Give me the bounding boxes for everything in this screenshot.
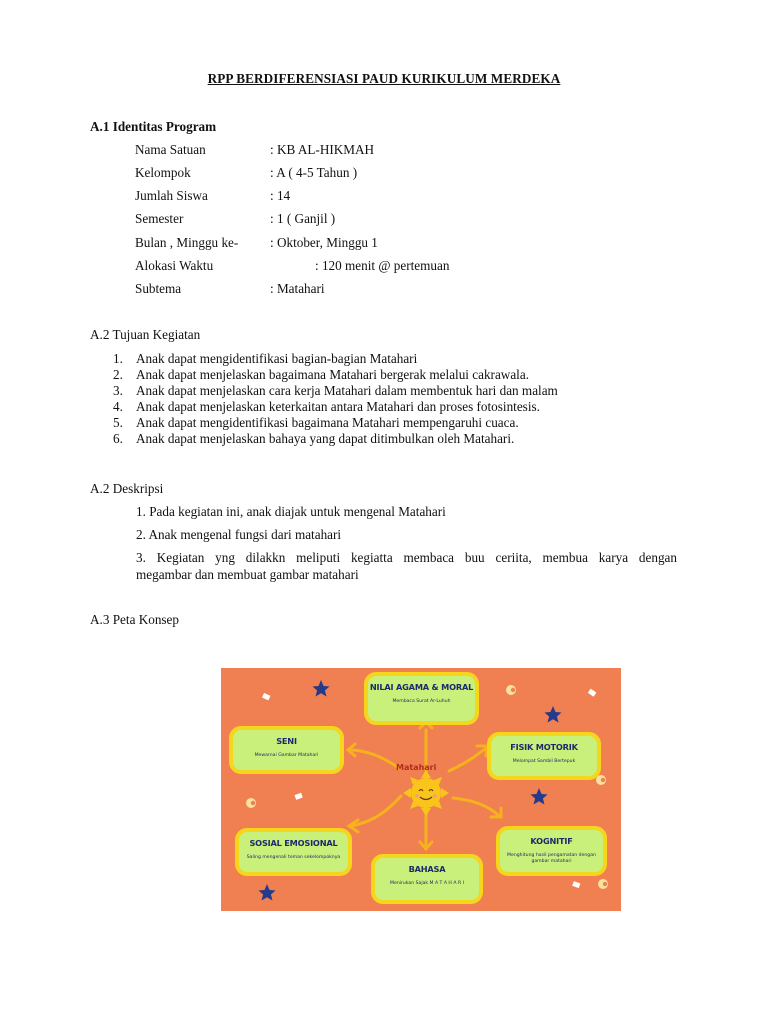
star-icon — [545, 706, 562, 723]
concept-node-kognitif — [496, 826, 607, 876]
confetti-icon — [294, 793, 302, 800]
sun-icon — [403, 770, 449, 816]
identity-value: : A ( 4-5 Tahun ) — [270, 165, 358, 180]
arrow-to-fisik — [449, 748, 486, 771]
goal-number: 6. — [113, 431, 123, 446]
concept-node-bahasa — [371, 854, 483, 904]
description-item: 3. Kegiatan yng dilakkn meliputi kegiatta membaca buu ceriita, membua karya dengan — [136, 550, 677, 565]
confetti-icon — [572, 881, 580, 888]
description-item: 2. Anak mengenal fungsi dari matahari — [136, 527, 342, 542]
arrow-to-kognitif — [453, 798, 499, 816]
concept-node-seni — [229, 726, 344, 774]
concept-map-image — [221, 668, 621, 911]
star-icon — [313, 680, 330, 697]
node-title: NILAI AGAMA & MORAL — [369, 682, 474, 692]
node-subtitle: Mewarnai Gambar Matahari — [254, 753, 319, 758]
goal-text: Anak dapat menjelaskan cara kerja Matahari dalam membentuk hari dan malam — [136, 383, 558, 398]
concept-node-sosial-emosional — [235, 828, 352, 876]
identity-value: : 14 — [270, 188, 291, 203]
goal-text: Anak dapat mengidentifikasi bagian-bagian Matahari — [136, 351, 418, 366]
arrow-to-seni — [349, 750, 399, 768]
section-heading-tujuan: A.2 Tujuan Kegiatan — [90, 327, 201, 342]
identity-label: Jumlah Siswa — [135, 188, 208, 203]
goal-text: Anak dapat menjelaskan bagaimana Matahari bergerak melalui cakrawala. — [136, 367, 529, 382]
node-subtitle: Saling mengenali teman sekelompoknya — [246, 855, 341, 860]
goal-number: 2. — [113, 367, 123, 382]
concept-node-fisik — [487, 732, 601, 780]
section-heading-deskripsi: A.2 Deskripsi — [90, 481, 164, 496]
node-title: SENI — [276, 736, 297, 746]
document-title: RPP BERDIFERENSIASI PAUD KURIKULUM MERDEKA — [207, 71, 561, 86]
goal-number: 1. — [113, 351, 123, 366]
identity-label: Nama Satuan — [135, 142, 206, 157]
goal-text: Anak dapat menjelaskan keterkaitan antara Matahari dan proses fotosintesis. — [136, 399, 540, 414]
arrow-to-sosem — [351, 796, 401, 826]
identity-value: : 1 ( Ganjil ) — [270, 211, 336, 226]
goal-text: Anak dapat menjelaskan bahaya yang dapat ditimbulkan oleh Matahari. — [136, 431, 515, 446]
goal-number: 5. — [113, 415, 123, 430]
node-subtitle: Membaca Surat Ar-Luhuh — [392, 699, 451, 704]
identity-label: Kelompok — [135, 165, 191, 180]
identity-label: Alokasi Waktu — [135, 258, 214, 273]
identity-value: : Oktober, Minggu 1 — [270, 235, 378, 250]
node-title: SOSIAL EMOSIONAL — [249, 838, 338, 848]
star-icon — [531, 788, 548, 805]
identity-label: Subtema — [135, 281, 182, 296]
node-subtitle: Menirukan Sajak M A T A H A R I — [390, 881, 464, 886]
section-heading-identitas: A.1 Identitas Program — [90, 119, 217, 134]
identity-value: : 120 menit @ pertemuan — [315, 258, 450, 273]
identity-label: Bulan , Minggu ke- — [135, 235, 239, 250]
node-subtitle: Melompat Sambil Bertepuk — [512, 759, 576, 764]
node-title: BAHASA — [408, 864, 446, 874]
description-item: megambar dan membuat gambar matahari — [136, 567, 359, 582]
goal-number: 4. — [113, 399, 123, 414]
confetti-icon — [588, 689, 597, 697]
goal-text: Anak dapat mengidentifikasi bagaimana Matahari mempengaruhi cuaca. — [136, 415, 519, 430]
node-title: FISIK MOTORIK — [510, 742, 578, 752]
identity-value: : KB AL-HIKMAH — [270, 142, 375, 157]
node-subtitle: Menghitung hasil pengamatan dengan gambar matahari — [507, 853, 596, 864]
identity-label: Semester — [135, 211, 184, 226]
section-heading-peta-konsep: A.3 Peta Konsep — [90, 612, 180, 627]
description-item: 1. Pada kegiatan ini, anak diajak untuk mengenal Matahari — [136, 504, 446, 519]
star-icon — [259, 884, 276, 901]
confetti-icon — [262, 693, 270, 700]
concept-center-label: Matahari — [396, 763, 437, 772]
identity-value: : Matahari — [270, 281, 325, 296]
node-title: KOGNITIF — [530, 836, 573, 846]
concept-node-agama — [364, 672, 479, 725]
goal-number: 3. — [113, 383, 123, 398]
